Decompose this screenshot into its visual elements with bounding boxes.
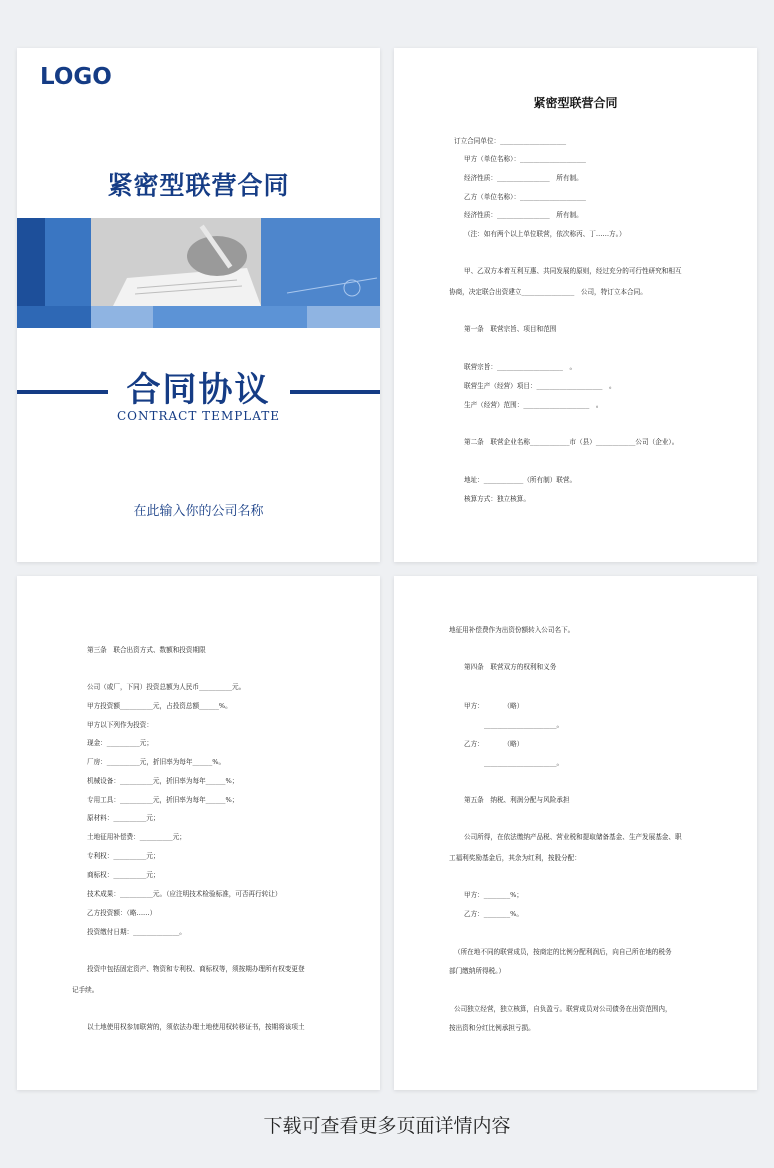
doc-line: 部门缴纳所得税。） xyxy=(449,967,506,975)
doc-line: 地征用补偿费作为出资份额转入公司名下。 xyxy=(449,626,575,634)
doc-line: 投资中包括固定资产、物资和专利权、商标权等，须按期办理所有权变更登 xyxy=(87,965,305,973)
doc-line: 乙方： （略） xyxy=(464,740,524,748)
cover-banner-image xyxy=(17,218,380,328)
doc-line: 第五条 纳税、利润分配与风险承担 xyxy=(464,796,570,804)
logo: LOGO xyxy=(40,64,112,90)
doc-line: 联营生产（经营）项目：____________________ 。 xyxy=(464,382,616,390)
doc-line: 原材料：__________元； xyxy=(87,814,160,822)
contract-page-2 xyxy=(394,48,757,562)
doc-line: 技术成果：__________元。（应注明技术检验标准，可否再行转让） xyxy=(87,890,282,898)
divider-right xyxy=(290,390,380,394)
cover-title: 紧密型联营合同 xyxy=(107,171,290,200)
doc-line: ______________________。 xyxy=(484,721,564,729)
doc-line: 现金：__________元； xyxy=(87,739,153,747)
doc-line: 联营宗旨：____________________ 。 xyxy=(464,363,577,371)
doc-line: 第四条 联营双方的权利和义务 xyxy=(464,663,557,671)
doc-line: 甲方：________%； xyxy=(464,891,524,899)
doc-line: 公司独立经营，独立核算，自负盈亏。联营成员对公司债务在出资范围内， xyxy=(454,1005,672,1013)
cover-page xyxy=(17,48,380,562)
contract-page-4 xyxy=(394,576,757,1090)
download-more-caption: 下载可查看更多页面详情内容 xyxy=(263,1115,511,1137)
doc-line: 甲方投资额__________元，占投资总额______%。 xyxy=(87,702,232,710)
doc-line: ______________________。 xyxy=(484,759,564,767)
doc-line: 商标权：__________元； xyxy=(87,871,160,879)
doc-line: 第三条 联合出资方式、数额和投资期限 xyxy=(87,646,206,654)
doc-line: 乙方：________%。 xyxy=(464,910,524,918)
doc-line: 记手续。 xyxy=(72,986,99,994)
doc-line: （注：如有两个以上单位联营，依次称丙、丁……方。） xyxy=(464,230,626,238)
doc-line: 土地征用补偿费：__________元； xyxy=(87,833,186,841)
contract-page-3 xyxy=(17,576,380,1090)
doc-line: 甲、乙双方本着互利互惠、共同发展的原则，经过充分的可行性研究和相互 xyxy=(464,267,682,275)
doc-line: 甲方以下列作为投资： xyxy=(87,721,153,729)
doc-line: 经济性质：________________ 所有制。 xyxy=(464,174,583,182)
doc-line: 机械设备：__________元，折旧率为每年______%； xyxy=(87,777,239,785)
doc-line: 核算方式：独立核算。 xyxy=(464,495,530,503)
doc-line: 专用工具：__________元，折旧率为每年______%； xyxy=(87,796,239,804)
doc-line: 经济性质：________________ 所有制。 xyxy=(464,211,583,219)
doc-line: 地址：____________（所有制）联营。 xyxy=(464,476,577,484)
doc-line: 工福利奖励基金后，其余为红利，按股分配： xyxy=(449,854,581,862)
doc-line: 甲方： （略） xyxy=(464,702,524,710)
doc-line: 甲方（单位名称）：____________________ xyxy=(464,155,586,163)
doc-line: 协商，决定联合出资建立________________ 公司，特订立本合同。 xyxy=(449,288,647,296)
doc-line: （所在地不同的联营成员，按商定的比例分配利润后，向自己所在地的税务 xyxy=(454,948,672,956)
doc-line: 投资缴付日期：______________。 xyxy=(87,928,186,936)
company-name-placeholder: 在此输入你的公司名称 xyxy=(133,504,264,519)
doc-line: 乙方投资额：（略……） xyxy=(87,909,157,917)
doc-line: 专利权：__________元； xyxy=(87,852,160,860)
doc-title: 紧密型联营合同 xyxy=(533,96,618,110)
doc-line: 订立合同单位：____________________ xyxy=(454,137,567,145)
doc-line: 公司（或厂，下同）投资总额为人民币__________元。 xyxy=(87,683,246,691)
doc-line: 以土地使用权参加联营的，须依法办理土地使用权转移证书，按期将该项土 xyxy=(87,1023,305,1031)
doc-line: 第二条 联营企业名称____________市（县）____________公司（企业）。 xyxy=(464,438,679,446)
cover-big-title: 合同协议 xyxy=(126,370,271,410)
doc-line: 乙方（单位名称）：____________________ xyxy=(464,193,586,201)
doc-line: 厂房：__________元，折旧率为每年______%。 xyxy=(87,758,226,766)
doc-line: 公司所得，在依法缴纳产品税、营业税和提取储备基金、生产发展基金、职 xyxy=(464,833,682,841)
doc-line: 生产（经营）范围：____________________ 。 xyxy=(464,401,603,409)
doc-line: 第一条 联营宗旨、项目和范围 xyxy=(464,325,557,333)
doc-line: 按出资和分红比例承担亏损。 xyxy=(449,1024,535,1032)
cover-subtitle: CONTRACT TEMPLATE xyxy=(116,409,281,423)
